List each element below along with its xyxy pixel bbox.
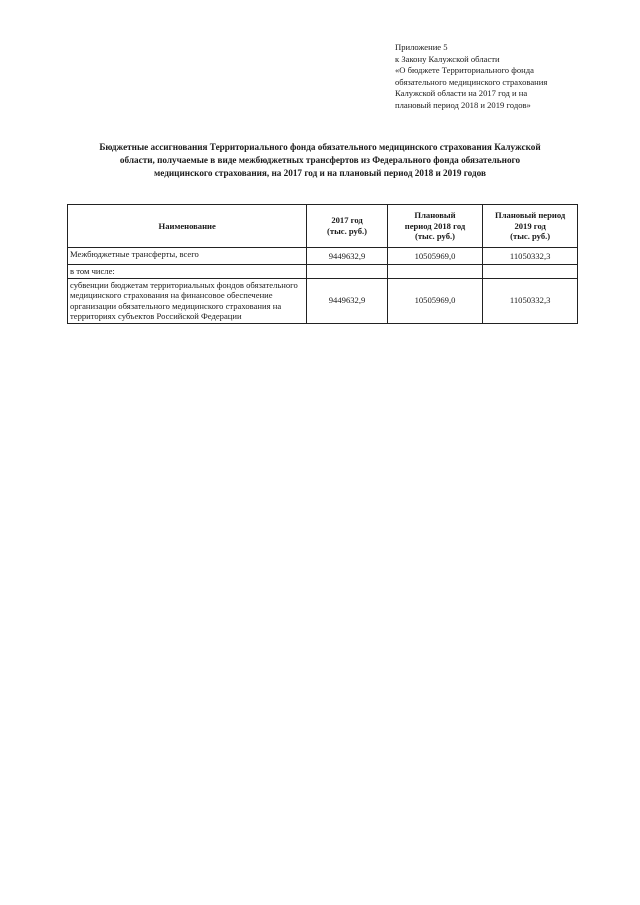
value-2017 [307,265,387,279]
value-2018: 10505969,0 [387,278,483,323]
header-name: Наименование [68,205,307,248]
annex-line: к Закону Калужской области [395,53,500,64]
header-2017: 2017 год (тыс. руб.) [307,205,387,248]
budget-table [67,204,578,324]
value-2019: 11050332,3 [483,248,578,265]
header-2019: Плановый период 2019 год (тыс. руб.) [483,205,578,248]
annex-line: «О бюджете Территориального фонда [395,65,534,76]
row-name: в том числе: [68,265,307,279]
row-name: Межбюджетные трансферты, всего [68,248,307,265]
annex-line: Калужской области на 2017 год и на [395,88,528,99]
annex-line: плановый период 2018 и 2019 годов» [395,99,531,110]
title-line: Бюджетные ассигнования Территориального фонда обязательного медицинского страхования Калужской [99,142,541,152]
annex-line: обязательного медицинского страхования [395,76,548,87]
value-2018: 10505969,0 [387,248,483,265]
annex-block [395,42,615,112]
title-line: области, получаемые в виде межбюджетных трансфертов из Федерального фонда обязательного [119,155,521,165]
table-row [68,248,578,265]
document-title [60,141,580,180]
value-2019: 11050332,3 [483,278,578,323]
table-header-row [68,205,578,248]
title-line: медицинского страхования, на 2017 год и на плановый период 2018 и 2019 годов [154,168,486,178]
value-2019 [483,265,578,279]
table-row [68,278,578,323]
value-2017: 9449632,9 [307,248,387,265]
row-name: субвенции бюджетам территориальных фондов обязательного медицинского страхования на финансовое обеспечение организации обязательного медицинского страхования на территориях субъектов Российской Федерации [68,278,307,323]
value-2018 [387,265,483,279]
table-row [68,265,578,279]
header-2018: Плановый период 2018 год (тыс. руб.) [387,205,483,248]
annex-line: Приложение 5 [395,42,448,52]
value-2017: 9449632,9 [307,278,387,323]
